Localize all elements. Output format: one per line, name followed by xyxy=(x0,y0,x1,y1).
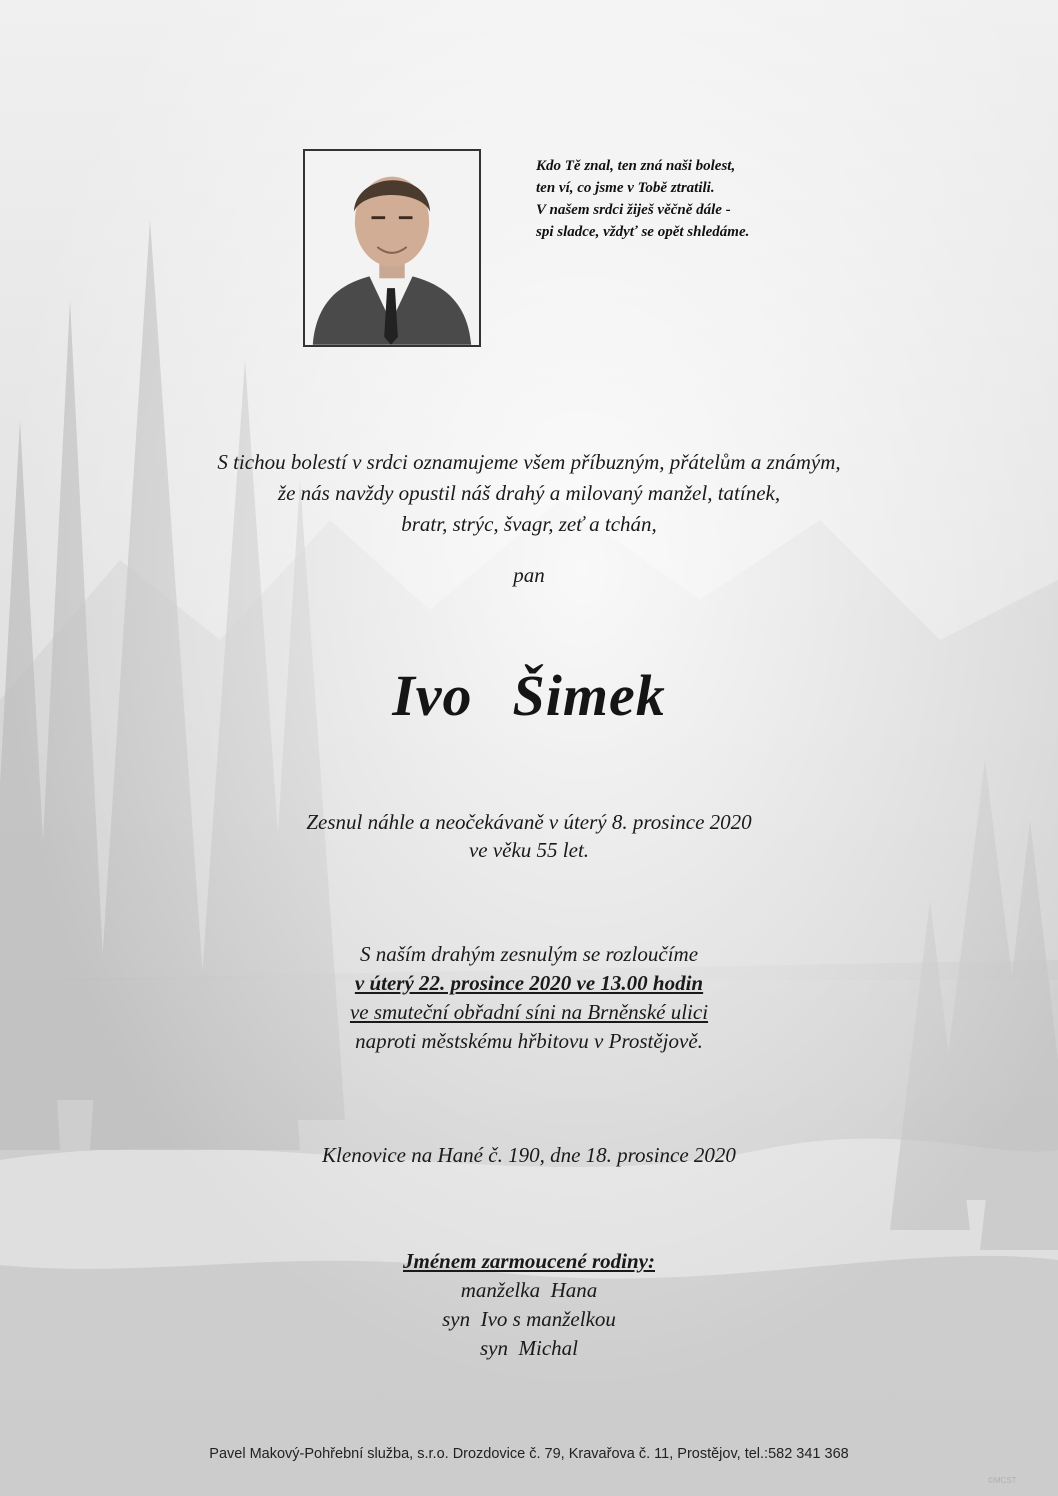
ceremony-intro: S naším drahým zesnulým se rozloučíme xyxy=(359,942,699,966)
place-and-date: Klenovice na Hané č. 190, dne 18. prosince 2020 xyxy=(322,1143,736,1167)
death-line: Zesnul náhle a neočekávaně v úterý 8. prosince 2020 xyxy=(306,810,752,834)
first-name: Ivo xyxy=(392,663,473,728)
announcement xyxy=(0,447,1058,540)
family-heading: Jménem zarmoucené rodiny: xyxy=(403,1249,655,1273)
ceremony-location: ve smuteční obřadní síni na Brněnské ulici xyxy=(349,1000,709,1024)
poem-line: Kdo Tě znal, ten zná naši bolest, xyxy=(536,158,736,174)
age-line: ve věku 55 let. xyxy=(468,838,590,862)
memorial-poem xyxy=(536,155,866,243)
family-member: manželka Hana xyxy=(460,1278,598,1302)
family-signature xyxy=(0,1247,1058,1363)
watermark: ©MCST xyxy=(988,1476,1017,1485)
announcement-line: bratr, strýc, švagr, zeť a tchán, xyxy=(401,512,657,536)
poem-line: spi sladce, vždyť se opět shledáme. xyxy=(536,224,750,240)
announcement-line: že nás navždy opustil náš drahý a milovaný manžel, tatínek, xyxy=(277,481,781,505)
funeral-service-footer: Pavel Makový-Pohřební služba, s.r.o. Drozdovice č. 79, Kravařova č. 11, Prostějov, tel.:582 341 368 xyxy=(209,1446,849,1462)
last-name: Šimek xyxy=(512,663,666,728)
poem-line: ten ví, co jsme v Tobě ztratili. xyxy=(536,180,715,196)
portrait-figure xyxy=(305,151,479,345)
family-member: syn Michal xyxy=(480,1336,578,1360)
family-member: syn Ivo s manželkou xyxy=(442,1307,616,1331)
deceased-name xyxy=(0,662,1058,729)
poem-line: V našem srdci žiješ věčně dále - xyxy=(536,202,731,218)
funeral-ceremony xyxy=(0,940,1058,1056)
ceremony-location-detail: naproti městskému hřbitovu v Prostějově. xyxy=(355,1029,703,1053)
ceremony-date-time: v úterý 22. prosince 2020 ve 13.00 hodin xyxy=(354,971,704,995)
honorific: pan xyxy=(513,563,545,587)
portrait-photo xyxy=(303,149,481,347)
announcement-line: S tichou bolestí v srdci oznamujeme všem příbuzným, přátelům a známým, xyxy=(217,450,841,474)
death-notice xyxy=(0,808,1058,864)
